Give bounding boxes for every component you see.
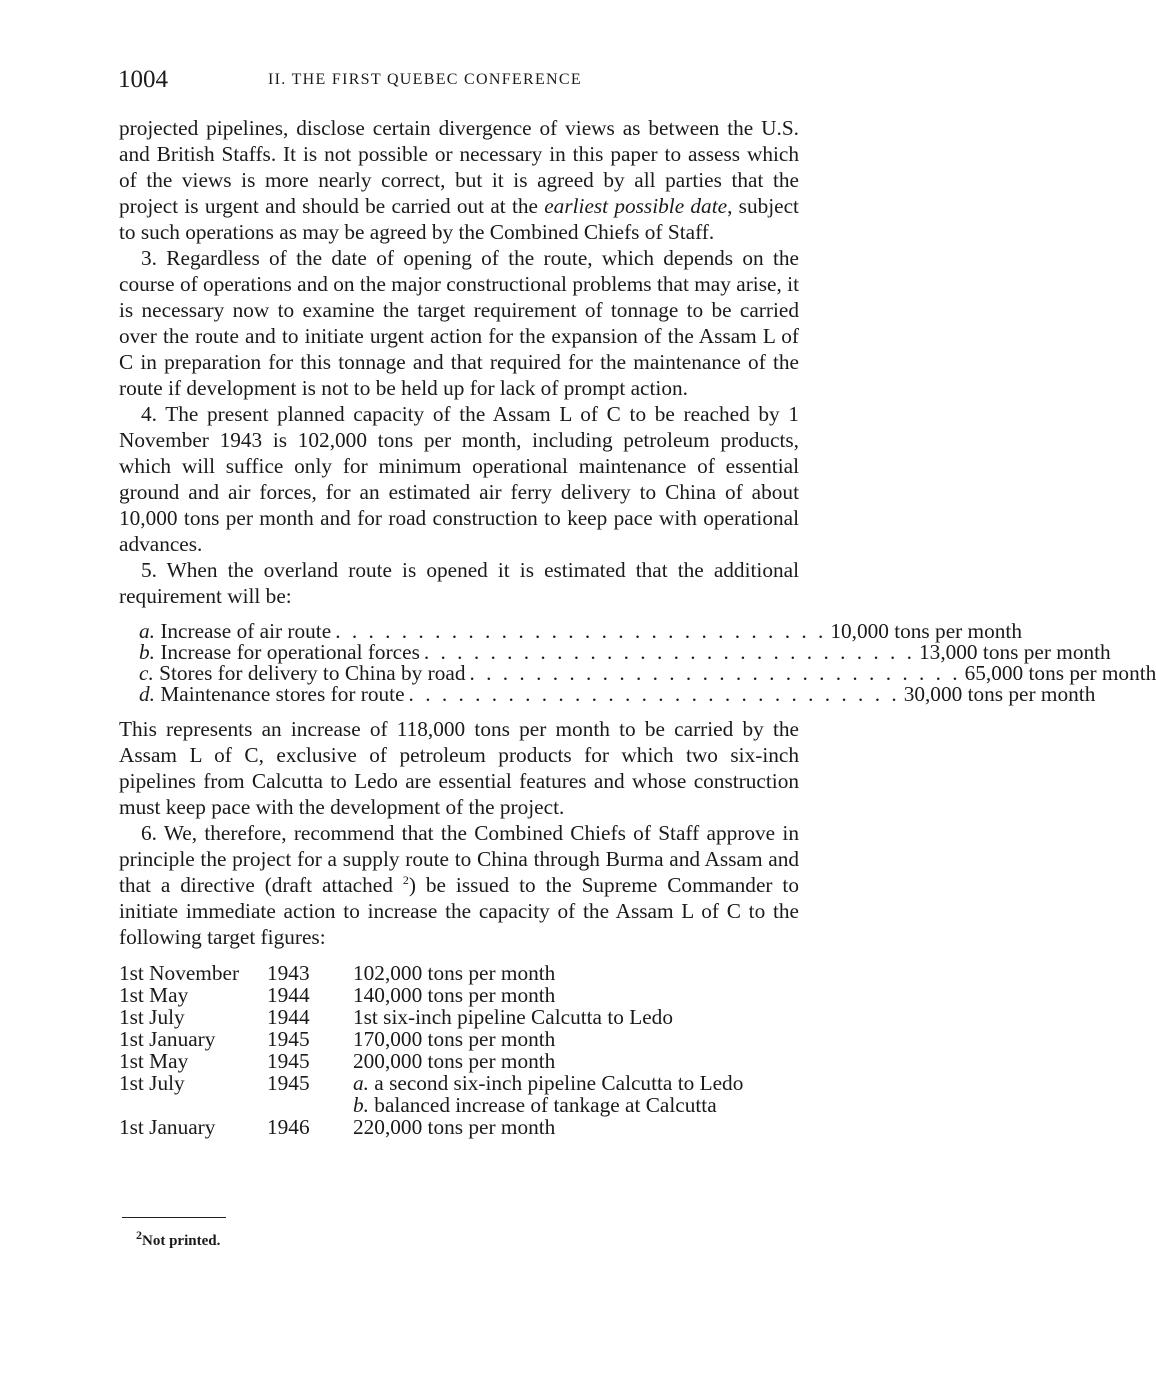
schedule-date: 1st January [119,1027,216,1051]
schedule-date: 1st November [119,961,240,985]
item-letter: a. [139,619,155,643]
schedule-year: 1943 [267,961,310,985]
paragraph-summary: This represents an increase of 118,000 tons per month to be carried by the Assam L of C, exclusive of petroleum products for which two six-inch pipelines from Calcutta to Ledo are essential features and whose construction must keep pace with the development of the project. [119,717,799,819]
item-letter: b. [139,640,155,664]
footnote [136,1228,221,1250]
schedule-year: 1946 [267,1115,310,1139]
footnote-text: Not printed. [142,1233,221,1249]
schedule-row [119,1116,799,1138]
body-text [119,115,1156,1139]
item-text: Increase for operational forces [160,640,420,664]
schedule-target: 1st six-inch pipeline Calcutta to Ledo [353,1005,673,1029]
item-letter: b. [353,1093,369,1117]
requirement-item [119,661,1156,685]
item-letter: a. [353,1071,369,1095]
emphasis-text: earliest possible date [544,194,728,218]
schedule-year: 1945 [267,1071,310,1095]
target-schedule [119,962,799,1138]
schedule-date: 1st May [119,1049,189,1073]
schedule-row [119,1050,799,1072]
schedule-subitem [353,1072,799,1094]
requirement-item [119,619,1022,643]
item-text: Increase of air route [160,619,332,643]
paragraph-text: projected pipelines, disclose certain divergence of views as between the U.S. and British Staffs. It is not possible or necessary in this paper to assess which of the views is more nearly correct, but it is agreed by all parties that the project is urgent and should be carried out at the [119,116,799,218]
schedule-target: 200,000 tons per month [353,1049,556,1073]
paragraph-3: 3. Regardless of the date of opening of the route, which depends on the course of operations and on the major constructional problems that may arise, it is necessary now to examine the target requirement of tonnage to be carried over the route and to initiate urgent action for the expansion of the Assam L of C in preparation for this tonnage and that required for the maintenance of the route if development is not to be held up for lack of prompt action. [119,246,799,400]
item-text: a second six-inch pipeline Calcutta to Ledo [368,1071,744,1095]
schedule-year: 1945 [267,1027,310,1051]
paragraph-4: 4. The present planned capacity of the Assam L of C to be reached by 1 November 1943 is 102,000 tons per month, including petroleum products, which will suffice only for minimum operational maintenance of essential ground and air forces, for an estimated air ferry delivery to China of about 10,000 tons per month and for road construction to keep pace with operational advances. [119,402,799,556]
schedule-target: 220,000 tons per month [353,1115,556,1139]
item-text: Maintenance stores for route [160,682,405,706]
footnote-number: 2 [136,1228,142,1242]
item-letter: c. [139,661,154,685]
footnote-reference: 2 [402,872,409,887]
requirement-item [119,640,1111,664]
schedule-year: 1944 [267,983,310,1007]
item-value: 10,000 tons per month [830,619,1022,643]
running-title: II. THE FIRST QUEBEC CONFERENCE [268,71,582,88]
schedule-row [119,984,799,1006]
schedule-target [353,1072,799,1116]
paragraph-5: 5. When the overland route is opened it is estimated that the additional requirement will be: [119,558,799,608]
schedule-date: 1st July [119,1005,185,1029]
schedule-date: 1st May [119,983,189,1007]
schedule-target: 140,000 tons per month [353,983,556,1007]
page-header [118,66,798,96]
dot-leader: . . . . . . . . . . . . . . . . . . . . . . . . . . . . . . [423,640,916,664]
schedule-row [119,1072,799,1116]
requirement-item [119,682,1096,706]
schedule-target: 102,000 tons per month [353,961,556,985]
schedule-date: 1st July [119,1071,185,1095]
schedule-year: 1944 [267,1005,310,1029]
dot-leader: . . . . . . . . . . . . . . . . . . . . . . . . . . . . . . [335,619,827,643]
item-letter: d. [139,682,155,706]
item-value: 13,000 tons per month [919,640,1111,664]
schedule-row [119,1028,799,1050]
item-value: 65,000 tons per month [964,661,1156,685]
dot-leader: . . . . . . . . . . . . . . . . . . . . . . . . . . . . . . [469,661,961,685]
paragraph-6 [119,820,799,950]
dot-leader: . . . . . . . . . . . . . . . . . . . . . . . . . . . . . . [408,682,900,706]
requirements-list [119,619,1156,706]
item-value: 30,000 tons per month [903,682,1096,706]
schedule-date: 1st January [119,1115,216,1139]
schedule-row [119,962,799,984]
item-text: Stores for delivery to China by road [159,661,466,685]
footnote-divider [122,1217,226,1218]
paragraph-text: , subject to such operations as may be agreed by the Combined Chiefs of Staff. [119,194,799,244]
paragraph-text: 6. We, therefore, recommend that the Combined Chiefs of Staff approve in principle the project for a supply route to China through Burma and Assam and that a directive (draft attached [119,821,799,897]
page-number: 1004 [118,66,168,93]
schedule-row [119,1006,799,1028]
schedule-year: 1945 [267,1049,310,1073]
paragraph-continued [119,115,799,245]
schedule-subitem [353,1094,799,1116]
paragraph-text: ) be issued to the Supreme Commander to initiate immediate action to increase the capacity of the Assam L of C to the following target figures: [119,873,799,949]
schedule-target: 170,000 tons per month [353,1027,556,1051]
item-text: balanced increase of tankage at Calcutta [368,1093,717,1117]
